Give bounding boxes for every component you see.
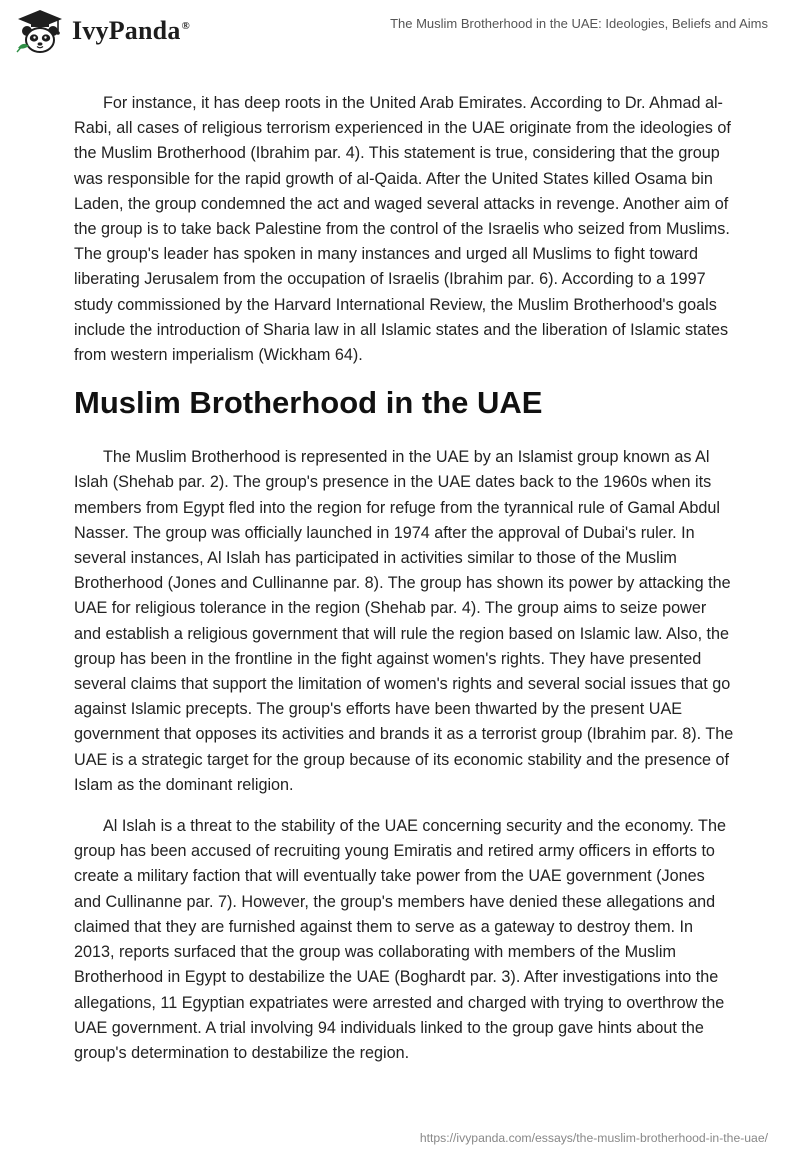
source-url[interactable]: https://ivypanda.com/essays/the-muslim-brotherhood-in-the-uae/ (419, 1131, 768, 1145)
document-title: The Muslim Brotherhood in the UAE: Ideologies, Beliefs and Aims (390, 16, 768, 31)
essay-body (74, 91, 734, 1082)
brand-name: IvyPanda® (72, 16, 190, 45)
page-header (0, 0, 800, 70)
paragraph-1: For instance, it has deep roots in the United Arab Emirates. According to Dr. Ahmad al-Rabi, all cases of religious terrorism experienced in the UAE originate from the ideologies of the Muslim Brotherhood (Ibrahim par. 4). This statement is true, considering that the group was responsible for the rapid growth of al-Qaida. After the United States killed Osama bin Laden, the group condemned the act and waged several attacks in revenge. Another aim of the group is to take back Palestine from the control of the Israelis who seized from Muslims. The group's leader has spoken in many instances and urged all Muslims to fight toward liberating Jerusalem from the occupation of Israelis (Ibrahim par. 6). According to a 1997 study commissioned by the Harvard International Review, the Muslim Brotherhood's goals include the introduction of Sharia law in all Islamic states and the liberation of Islamic states from western imperialism (Wickham 64). (74, 94, 731, 365)
ivypanda-logo-link[interactable] (14, 8, 190, 54)
paragraph-2: The Muslim Brotherhood is represented in the UAE by an Islamist group known as Al Islah (Shehab par. 2). The group's presence in the UAE dates back to the 1960s when its members from Egypt fled into the region for refuge from the tyrannical rule of Gamal Abdul Nasser. The group was officially launched in 1974 after the approval of Dubai's ruler. In several instances, Al Islah has participated in activities similar to those of the Muslim Brotherhood (Jones and Cullinanne par. 8). The group has shown its power by attacking the UAE for religious tolerance in the region (Shehab par. 4). The group aims to seize power and establish a religious government that will rule the region based on Islamic law. Also, the group has been in the frontline in the fight against women's rights. They have presented several claims that support the limitation of women's rights and several social issues that go against Islamic precepts. The group's efforts have been thwarted by the present UAE government that opposes its activities and brands it as a terrorist group (Ibrahim par. 8). The UAE is a strategic target for the group because of its economic stability and the presence of Islam as the dominant religion. (74, 448, 734, 794)
panda-graduate-logo-icon (14, 8, 66, 54)
section-heading: Muslim Brotherhood in the UAE (74, 385, 543, 421)
paragraph-3: Al Islah is a threat to the stability of the UAE concerning security and the economy. The group has been accused of recruiting young Emiratis and retired army officers in efforts to create a military faction that will eventually take power from the UAE government (Jones and Cullinanne par. 7). However, the group's members have denied these allegations and claimed that they are furnished against them to serve as a gateway to destroy them. In 2013, reports surfaced that the group was collaborating with members of the Muslim Brotherhood in Egypt to destabilize the UAE (Boghardt par. 3). After investigations into the allegations, 11 Egyptian expatriates were arrested and charged with trying to overthrow the UAE government. A trial involving 94 individuals linked to the group gave hints about the group's determination to destabilize the region. (74, 817, 726, 1062)
